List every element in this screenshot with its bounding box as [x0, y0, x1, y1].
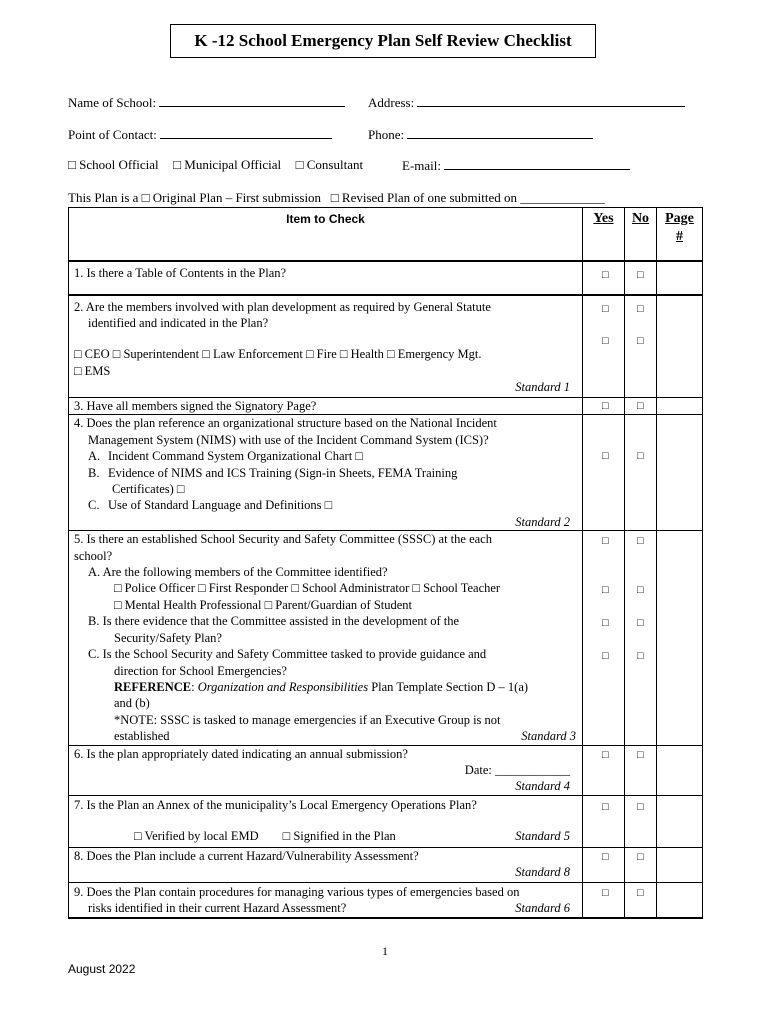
- no-checkbox[interactable]: □: [637, 400, 644, 412]
- email-field[interactable]: [444, 157, 630, 170]
- yes-checkbox[interactable]: □: [602, 886, 609, 899]
- email-line: [402, 157, 630, 174]
- question-4: 4. Does the plan reference an organizational structure based on the National Incident Management System (NIMS) with use of the Incident Command System (ICS)? A. Incident Command System Organizational Chart □ B. Evidence of NIMS and ICS Training (Sign-in Sheets, FEMA Training Certificates) □ C. Use of Standard Language and Definitions □ Standard 2: [69, 415, 582, 530]
- page-cell[interactable]: [657, 295, 703, 398]
- header-no: No: [631, 211, 650, 226]
- standard-label: Standard 1: [515, 380, 570, 395]
- question-9: 9. Does the Plan contain procedures for managing various types of emergencies based on risks identified in their current Hazard Assessment? Standard 6: [69, 883, 582, 917]
- table-row: [69, 415, 703, 531]
- q4-a-option[interactable]: Incident Command System Organizational Chart □: [108, 449, 363, 464]
- no-checkbox[interactable]: □: [637, 650, 644, 663]
- school-name-label: Name of School:: [68, 95, 157, 110]
- table-row: [69, 261, 703, 295]
- yes-checkbox[interactable]: □: [602, 302, 609, 315]
- page-cell[interactable]: [657, 795, 703, 847]
- table-row: [69, 882, 703, 917]
- municipal-official-checkbox[interactable]: □ Municipal Official: [173, 157, 282, 172]
- question-6: 6. Is the plan appropriately dated indicating an annual submission? Date: ____________ Standard 4: [69, 746, 582, 795]
- header-page: Page #: [665, 211, 694, 244]
- school-name-field[interactable]: [159, 94, 345, 107]
- page-number: 1: [382, 944, 388, 958]
- date-field[interactable]: Date: ____________: [464, 762, 570, 777]
- plan-type-text[interactable]: This Plan is a □ Original Plan – First submission □ Revised Plan of one submitted on: [68, 190, 518, 205]
- no-checkbox[interactable]: □: [637, 850, 644, 863]
- question-3: 3. Have all members signed the Signatory Page?: [74, 399, 317, 413]
- phone-label: Phone:: [368, 127, 405, 142]
- page-cell[interactable]: [657, 531, 703, 745]
- table-row: [69, 398, 703, 415]
- table-row: [69, 795, 703, 847]
- page-cell[interactable]: [657, 745, 703, 795]
- school-official-checkbox[interactable]: □ School Official: [68, 157, 159, 172]
- question-1: 1. Is there a Table of Contents in the Plan?: [74, 265, 287, 280]
- no-checkbox[interactable]: □: [637, 334, 644, 347]
- standard-label: Standard 6: [515, 901, 570, 916]
- yes-checkbox[interactable]: □: [602, 650, 609, 663]
- page-cell[interactable]: [657, 847, 703, 882]
- yes-checkbox[interactable]: □: [602, 584, 609, 597]
- contact-label: Point of Contact:: [68, 127, 157, 142]
- yes-checkbox[interactable]: □: [602, 268, 609, 281]
- standard-label: Standard 2: [515, 514, 570, 529]
- header-item-to-check: Item to Check: [286, 212, 365, 226]
- no-checkbox[interactable]: □: [637, 535, 644, 548]
- yes-checkbox[interactable]: □: [602, 748, 609, 761]
- no-checkbox[interactable]: □: [637, 800, 644, 813]
- standard-label: Standard 8: [515, 865, 570, 880]
- page-title: K -12 School Emergency Plan Self Review Checklist: [170, 24, 596, 58]
- address-label: Address:: [368, 95, 415, 110]
- standard-label: Standard 4: [515, 779, 570, 794]
- q5-members-options[interactable]: □ Police Officer □ First Responder □ School Administrator □ School Teacher: [114, 581, 501, 596]
- page-cell[interactable]: [657, 415, 703, 531]
- revised-date-blank[interactable]: _____________: [520, 190, 605, 205]
- q4-b-option[interactable]: Certificates) □: [112, 482, 185, 497]
- page-cell[interactable]: [657, 261, 703, 295]
- no-checkbox[interactable]: □: [637, 886, 644, 899]
- no-checkbox[interactable]: □: [637, 302, 644, 315]
- table-row: [69, 847, 703, 882]
- phone-line: [368, 126, 593, 143]
- yes-checkbox[interactable]: □: [602, 617, 609, 630]
- no-checkbox[interactable]: □: [637, 268, 644, 281]
- question-7: 7. Is the Plan an Annex of the municipality’s Local Emergency Operations Plan? □ Verified by local EMD □ Signified in the Plan Standard 5: [69, 796, 582, 845]
- page-cell[interactable]: [657, 398, 703, 415]
- school-name-line: [68, 94, 345, 111]
- page-cell[interactable]: [657, 882, 703, 917]
- no-checkbox[interactable]: □: [637, 748, 644, 761]
- q5-reference: REFERENCE: Organization and Responsibilities Plan Template Section D – 1(a): [114, 679, 529, 694]
- official-line: [68, 157, 363, 173]
- no-checkbox[interactable]: □: [637, 584, 644, 597]
- phone-field[interactable]: [407, 126, 593, 139]
- contact-field[interactable]: [160, 126, 332, 139]
- standard-label: Standard 5: [515, 829, 570, 844]
- verified-by-emd-checkbox[interactable]: □ Verified by local EMD: [134, 829, 259, 844]
- email-label: E-mail:: [402, 158, 441, 173]
- standard-label: Standard 3: [521, 729, 576, 744]
- yes-checkbox[interactable]: □: [602, 334, 609, 347]
- no-checkbox[interactable]: □: [637, 450, 644, 463]
- consultant-checkbox[interactable]: □ Consultant: [295, 157, 364, 172]
- table-row: [69, 531, 703, 745]
- yes-checkbox[interactable]: □: [602, 400, 609, 412]
- question-2: 2. Are the members involved with plan development as required by General Statute identified and indicated in the Plan? □ CEO □ Superintendent □ Law Enforcement □ Fire □ Health □ Emergency Mgt. □ EMS Standard 1: [69, 296, 582, 396]
- yes-checkbox[interactable]: □: [602, 850, 609, 863]
- contact-line: [68, 126, 332, 143]
- yes-checkbox[interactable]: □: [602, 800, 609, 813]
- q2-members-options[interactable]: □ CEO □ Superintendent □ Law Enforcement □ Fire □ Health □ Emergency Mgt.: [74, 347, 482, 362]
- table-header-row: [69, 208, 703, 261]
- footer-date: August 2022: [68, 962, 136, 976]
- yes-checkbox[interactable]: □: [602, 450, 609, 463]
- table-row: [69, 295, 703, 398]
- q4-c-option[interactable]: Use of Standard Language and Definitions □: [108, 498, 333, 513]
- table-row: [69, 745, 703, 795]
- checklist-table: [68, 207, 703, 919]
- q5-note: *NOTE: SSSC is tasked to manage emergencies if an Executive Group is not: [114, 712, 501, 727]
- question-8: 8. Does the Plan include a current Hazard/Vulnerability Assessment? Standard 8: [69, 848, 582, 881]
- no-checkbox[interactable]: □: [637, 617, 644, 630]
- signified-in-plan-checkbox[interactable]: □ Signified in the Plan: [282, 829, 396, 844]
- address-field[interactable]: [417, 94, 685, 107]
- header-yes: Yes: [593, 211, 614, 226]
- plan-type-line: [68, 190, 605, 206]
- question-5: 5. Is there an established School Security and Safety Committee (SSSC) at the each school? A. Are the following members of the Committee identified? □ Police Officer □ First Responder □ School Administrator □ School Teacher □ Mental Health Professional □ Parent/Guardian of Student B. Is there evidence that the Committee assisted in the development of the Security/Safety Plan? C. Is the School Security and Safety Committee tasked to provide guidance and direction for School Emergencies? REFERENCE: Organization and Responsibilities Plan Template Section D – 1(a) and (b) *NOTE: SSSC is tasked to manage emergencies if an Executive Group is not established Standard 3: [74, 532, 576, 744]
- address-line: [368, 94, 685, 111]
- yes-checkbox[interactable]: □: [602, 535, 609, 548]
